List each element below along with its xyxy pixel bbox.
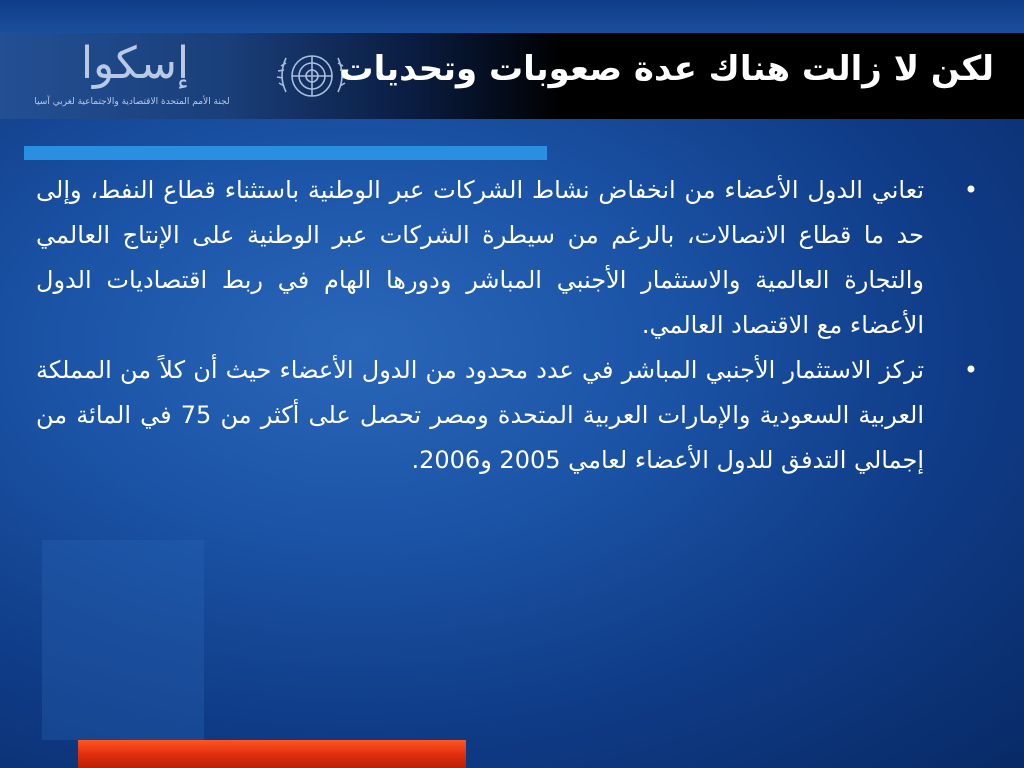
bottom-accent-bar — [78, 740, 466, 768]
bullet-marker: • — [963, 356, 979, 384]
top-strip — [0, 0, 1024, 33]
bullet-text: تعاني الدول الأعضاء من انخفاض نشاط الشركات عبر الوطنية باستثناء قطاع النفط، وإلى حد ما قطاع الاتصالات، بالرغم من سيطرة الشركات عبر الوطنية على الإنتاج العالمي والتجارة العالمية والاستثمار الأجنبي المباشر ودورها الهام في ربط اقتصاديات الدول الأعضاء مع الاقتصاد العالمي. — [36, 176, 924, 339]
decorative-panel — [42, 540, 204, 740]
escwa-logo — [0, 33, 262, 119]
bullet-list — [36, 168, 986, 483]
bullet-marker: • — [963, 176, 979, 204]
accent-bar — [24, 146, 547, 160]
bullet-item — [36, 168, 986, 348]
logo-caption: لجنة الأمم المتحدة الاقتصادية والاجتماعية لغربي آسيا — [34, 97, 230, 107]
slide-title: لكن لا زالت هناك عدة صعوبات وتحديات — [339, 49, 994, 89]
bullet-item — [36, 348, 986, 483]
bullet-text: تركز الاستثمار الأجنبي المباشر في عدد محدود من الدول الأعضاء حيث أن كلاً من المملكة العربية السعودية والإمارات العربية المتحدة ومصر تحصل على أكثر من 75 في المائة من إجمالي التدفق للدول الأعضاء لعامي 2005 و2006. — [36, 356, 924, 474]
logo-text: إسكوا — [80, 38, 190, 89]
